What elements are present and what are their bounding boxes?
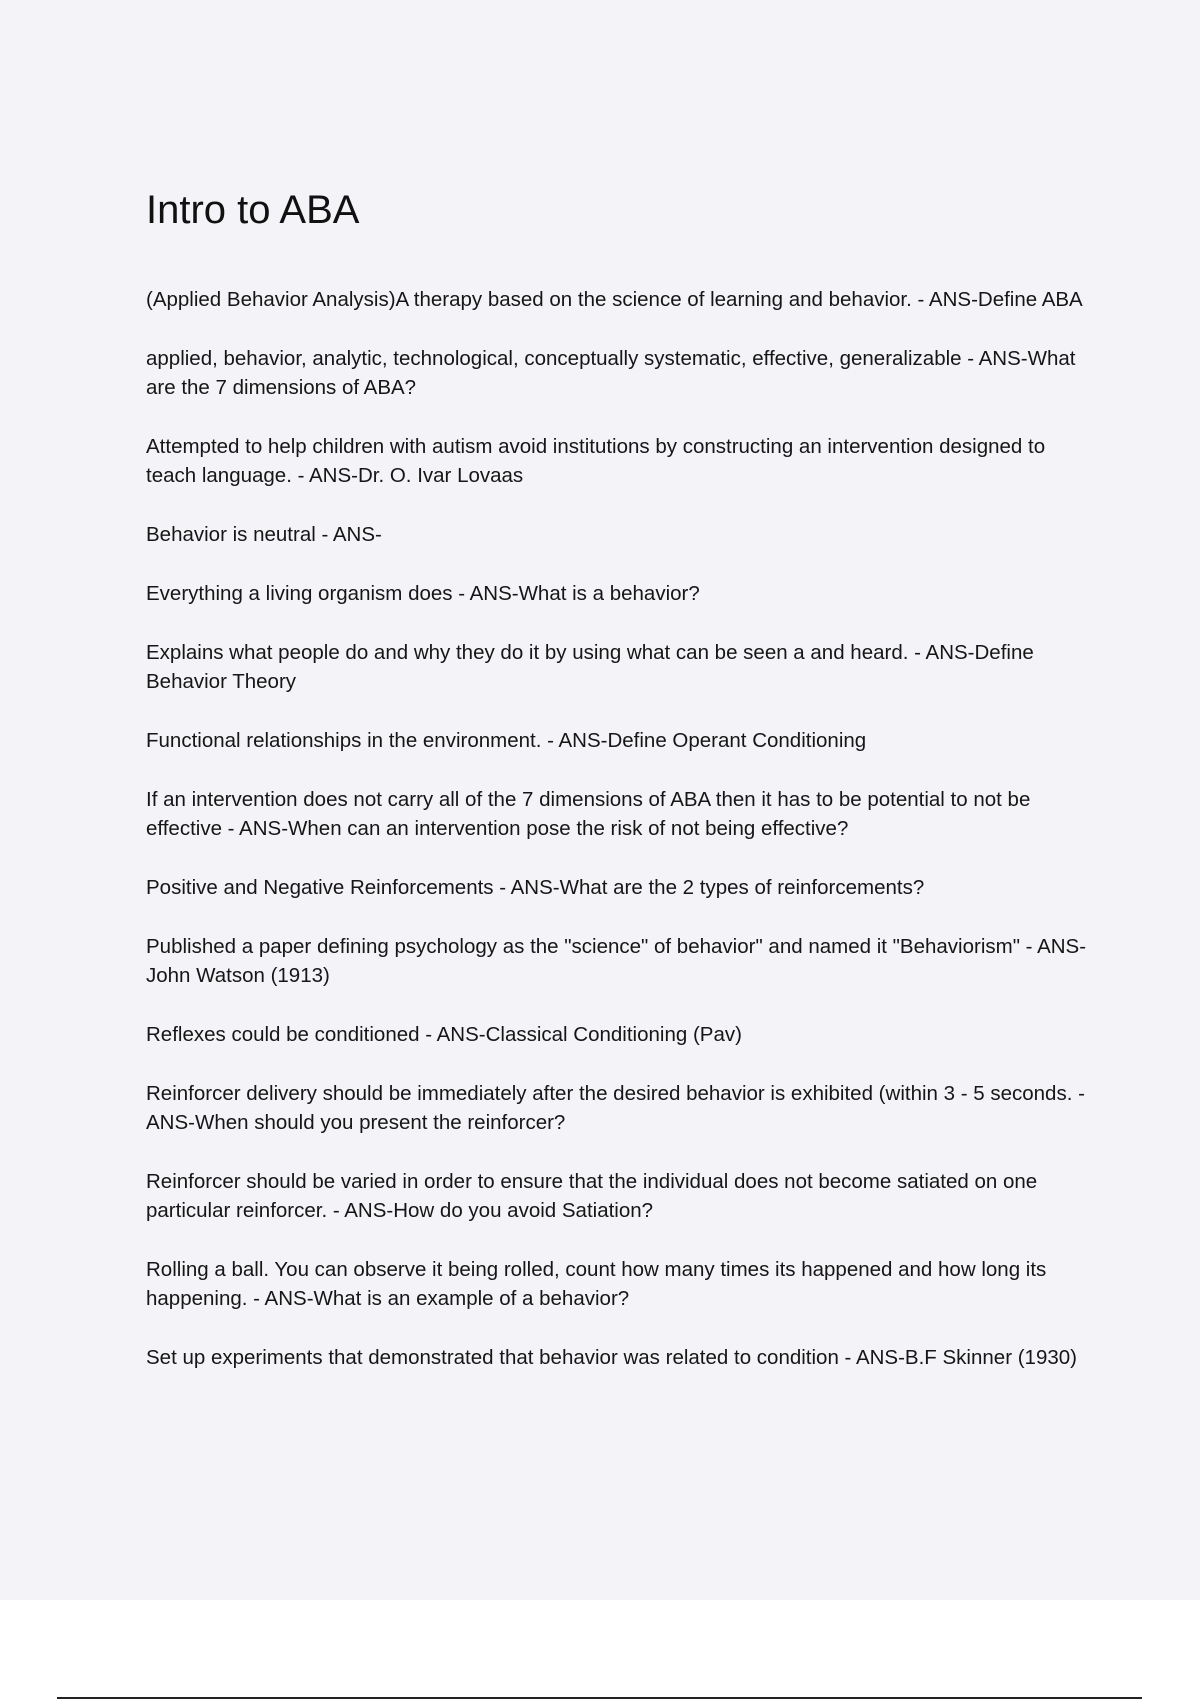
qa-entry: Positive and Negative Reinforcements - ANS-What are the 2 types of reinforcements? — [146, 876, 925, 899]
qa-entry: Explains what people do and why they do it by using what can be seen a and heard. - ANS-Define Behavior Theory — [146, 641, 1034, 693]
document-content — [146, 184, 1096, 1402]
qa-entry: Attempted to help children with autism avoid institutions by constructing an intervention designed to teach language. - ANS-Dr. O. Ivar Lovaas — [146, 435, 1046, 487]
qa-entry: applied, behavior, analytic, technological, conceptually systematic, effective, generalizable - ANS-What are the 7 dimensions of ABA? — [146, 347, 1076, 399]
qa-entry: (Applied Behavior Analysis)A therapy based on the science of learning and behavior. - ANS-Define ABA — [146, 288, 1083, 311]
qa-entry: Behavior is neutral - ANS- — [146, 523, 382, 546]
qa-entry: Everything a living organism does - ANS-What is a behavior? — [146, 582, 700, 605]
document-title: Intro to ABA — [146, 188, 360, 232]
qa-entry: Functional relationships in the environment. - ANS-Define Operant Conditioning — [146, 729, 867, 752]
qa-entry: Rolling a ball. You can observe it being rolled, count how many times its happened and how long its happening. - ANS-What is an example of a behavior? — [146, 1258, 1047, 1310]
qa-entry: Reinforcer should be varied in order to ensure that the individual does not become satiated on one particular reinforcer. - ANS-How do you avoid Satiation? — [146, 1170, 1038, 1222]
qa-entry: If an intervention does not carry all of the 7 dimensions of ABA then it has to be potential to not be effective - ANS-When can an intervention pose the risk of not being effective? — [146, 788, 1031, 840]
qa-entry: Set up experiments that demonstrated that behavior was related to condition - ANS-B.F Skinner (1930) — [146, 1346, 1077, 1369]
footer-rule — [57, 1697, 1142, 1699]
qa-entry: Published a paper defining psychology as the "science" of behavior" and named it "Behaviorism" - ANS-John Watson (1913) — [146, 935, 1087, 987]
qa-entry: Reinforcer delivery should be immediately after the desired behavior is exhibited (within 3 - 5 seconds. - ANS-When should you present the reinforcer? — [146, 1082, 1085, 1134]
qa-entry: Reflexes could be conditioned - ANS-Classical Conditioning (Pav) — [146, 1023, 742, 1046]
